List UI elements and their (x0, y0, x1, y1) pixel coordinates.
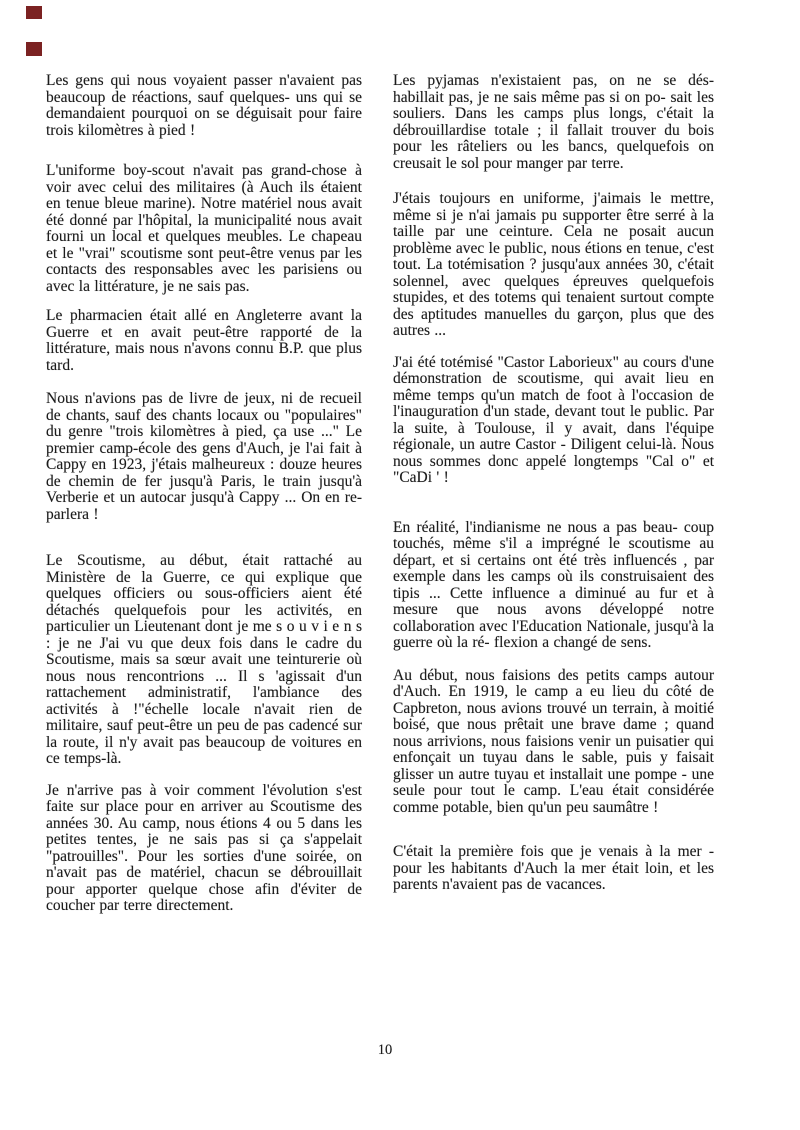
red-scan-artifact (26, 42, 42, 56)
left-column (46, 73, 362, 915)
paragraph: Au début, nous faisions des petits camps autour d'Auch. En 1919, le camp a eu lieu du côté de Capbreton, nous avions trouvé un terrain, à moitié boisé, que nous prêtait une brave dame ; quand nous arrivions, nous faisions venir un puisatier qui enfonçait un tuyau dans le sable, puis y faisait glisser un autre tuyau et installait une pompe - une seule pour tout le camp. L'eau était considérée comme potable, bien qu'un peu saumâtre ! (393, 666, 714, 816)
page-number: 10 (377, 1042, 393, 1058)
paragraph: Nous n'avions pas de livre de jeux, ni de recueil de chants, sauf des chants locaux ou "populaires" du genre "trois kilomètres à pied, ça use ..." Le premier camp-école des gens d'Auch, je l'ai fait à Cappy en 1923, j'étais malheureux : douze heures de chemin de fer jusqu'à Paris, le train jusqu'à Verberie et un autocar jusqu'à Cappy ... On en re- parlera ! (46, 390, 362, 523)
paragraph: Les pyjamas n'existaient pas, on ne se dés- habillait pas, je ne sais même pas si on po- sait les souliers. Dans les camps plus longs, c'était la débrouillardise totale ; il fallait trouver du bois pour les râteliers ou les bancs, quelquefois on creusait le sol pour manger par terre. (393, 72, 714, 172)
paragraph: Je n'arrive pas à voir comment l'évolution s'est faite sur place pour en arriver au Scoutisme des années 30. Au camp, nous étions 4 ou 5 dans les petites tentes, je ne sais pas si ça s'appelait "patrouilles". Pour les sorties d'une soirée, on n'avait pas de matériel, chacun se débrouillait pour apporter quelque chose afin d'éviter de coucher par terre directement. (46, 781, 362, 914)
paragraph: Les gens qui nous voyaient passer n'avaient pas beaucoup de réactions, sauf quelques- uns qui se demandaient pourquoi on se déguisait pour faire trois kilomètres à pied ! (46, 72, 362, 139)
paragraph: Le pharmacien était allé en Angleterre avant la Guerre et en avait peut-être rapporté de la littérature, mais nous n'avons connu B.P. que plus tard. (46, 307, 362, 374)
paragraph: C'était la première fois que je venais à la mer - pour les habitants d'Auch la mer était loin, et les parents n'avaient pas de vacances. (393, 843, 714, 893)
red-scan-artifact (26, 6, 42, 19)
paragraph: J'étais toujours en uniforme, j'aimais le mettre, même si je n'ai jamais pu supporter être serré à la taille par une ceinture. Cela ne posait aucun problème avec le public, nous étions en tenue, c'est tout. La totémisation ? jusqu'aux années 30, c'était solennel, avec quelques épreuves quelquefois stupides, et des totems qui tenaient surtout compte des aptitudes manuelles du garçon, plus que des autres ... (393, 190, 714, 339)
paragraph: J'ai été totémisé "Castor Laborieux" au cours d'une démonstration de scoutisme, qui avait lieu en même temps qu'un match de foot à l'occasion de l'inauguration d'un stade, devant tout le public. Par la suite, à Toulouse, il y avait, dans l'équipe régionale, un autre Castor - Diligent celui-là. Nous nous sommes donc appelé longtemps "Cal o" et "CaDi ' ! (393, 353, 714, 486)
right-column (393, 73, 714, 894)
paragraph: L'uniforme boy-scout n'avait pas grand-chose à voir avec celui des militaires (à Auch ils étaient en tenue bleue marine). Notre matériel nous avait été donné par l'hôpital, la municipalité nous avait fourni un local et quelques meubles. Le chapeau et le "vrai" scoutisme sont peut-être venus par les contacts des responsables avec les parisiens ou avec la littérature, je ne sais pas. (46, 162, 362, 295)
paragraph: En réalité, l'indianisme ne nous a pas beau- coup touchés, même s'il a imprégné le scoutisme au départ, et si certains ont été très influencés , par exemple dans les camps où ils construisaient des tipis ... Cette influence a diminué au fur et à mesure que nous avons développé notre collaboration avec l'Education Nationale, jusqu'à la guerre où la ré- flexion a changé de sens. (393, 518, 714, 651)
paragraph: Le Scoutisme, au début, était rattaché au Ministère de la Guerre, ce qui explique que quelques officiers ou sous-officiers aient été détachés quelquefois pour les activités, en particulier un Lieutenant dont je me s o u v i e n s : je ne J'ai vu que deux fois dans le cadre du Scoutisme, mais sa sœur avait une teinturerie où nous nous rencontrions ... Il s 'agissait d'un rattachement administratif, l'ambiance des activités à !"échelle locale n'avait rien de militaire, sauf peut-être un peu de pas cadencé sur la route, il n'y avait pas beaucoup de voitures en ce temps-là. (46, 552, 362, 767)
